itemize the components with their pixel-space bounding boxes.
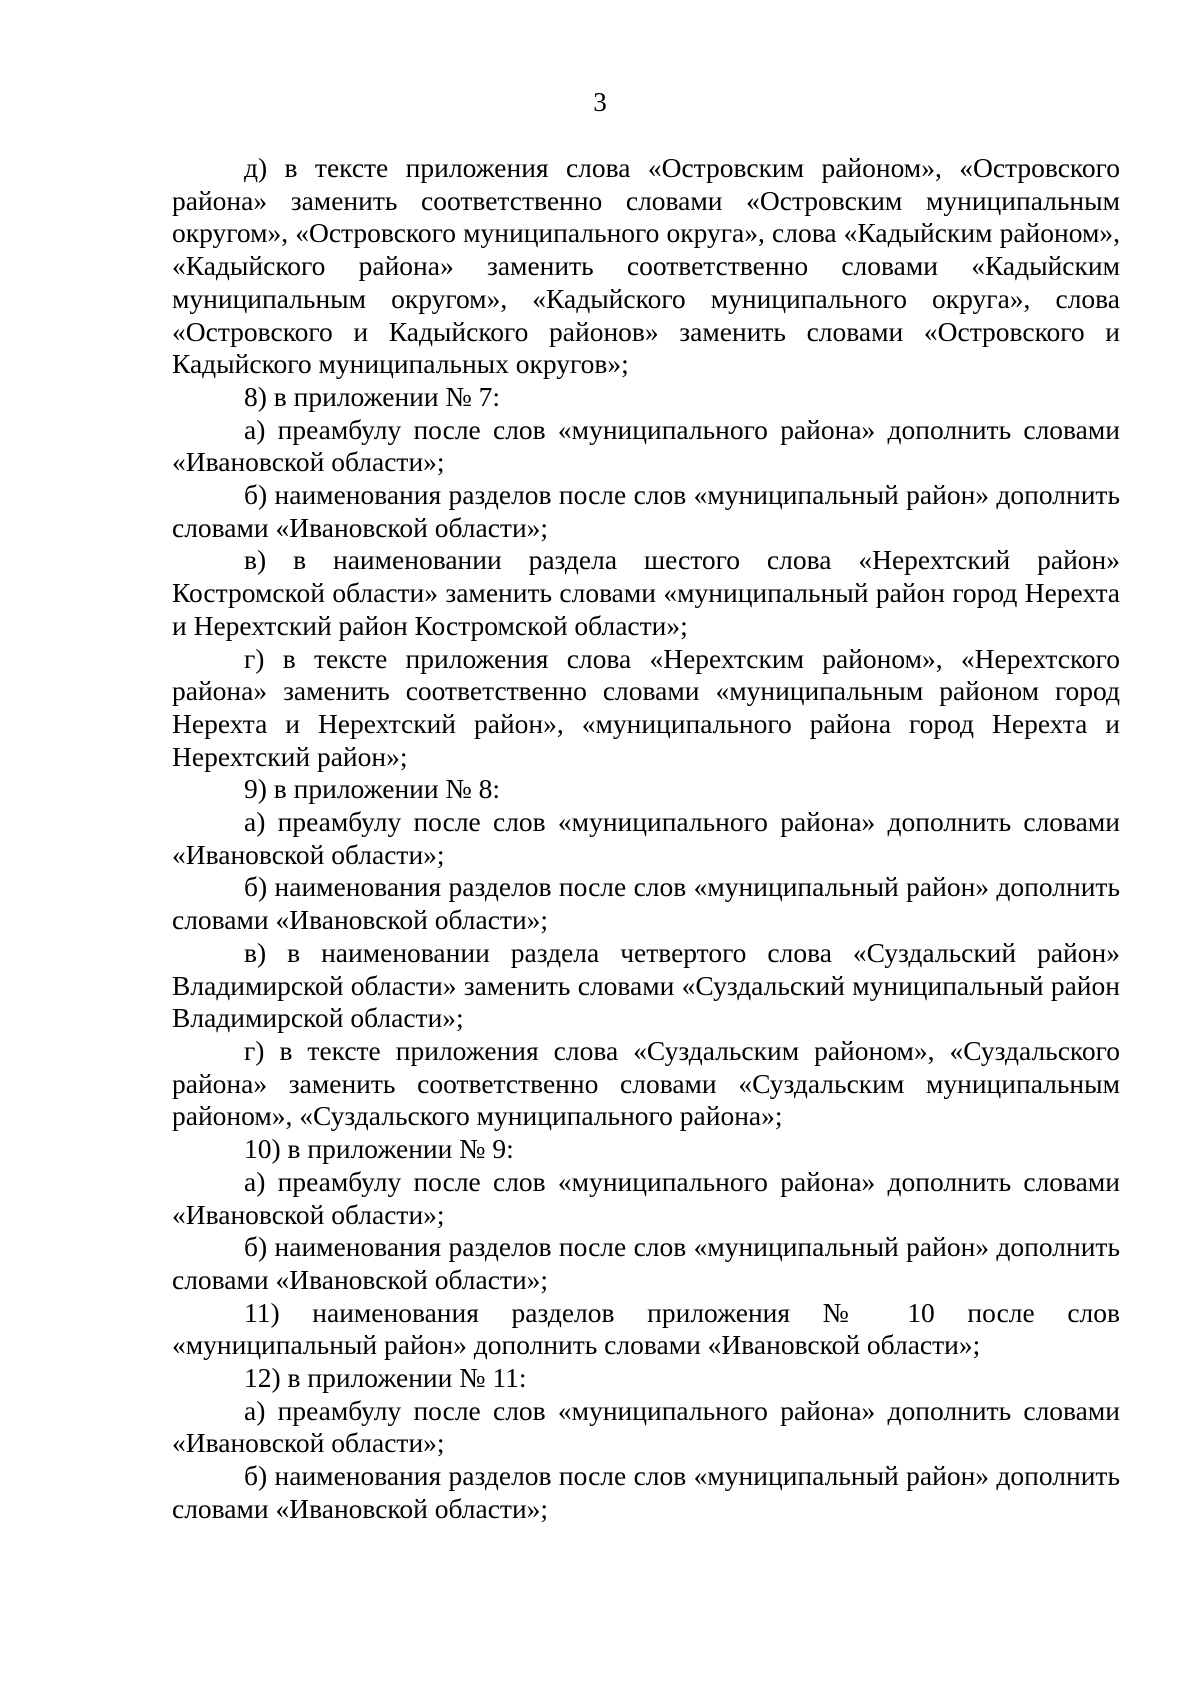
paragraph-9b-section-names: б) наименования разделов после слов «муниципальный район» дополнить словами «Ивановской области»; — [172, 871, 1120, 936]
paragraph-d-ostrovsky-kadyisky: д) в тексте приложения слова «Островским районом», «Островского района» заменить соответственно словами «Островским муниципальным округом», «Островского муниципального округа», слова «Кадыйским районом», «Кадыйского района» заменить соответственно словами «Кадыйским муниципальным округом», «Кадыйского муниципального округа», слова «Островского и Кадыйского районов» заменить словами «Островского и Кадыйского муниципальных округов»; — [172, 152, 1120, 380]
paragraph-8v-section-six: в) в наименовании раздела шестого слова «Нерехтский район» Костромской области» заменить словами «муниципальный район город Нерехта и Нерехтский район Костромской области»; — [172, 544, 1120, 641]
paragraph-8g-nerekhta-text: г) в тексте приложения слова «Нерехтским районом», «Нерехтского района» заменить соответственно словами «муниципальным районом город Нерехта и Нерехтский район», «муниципального района город Нерехта и Нерехтский район»; — [172, 642, 1120, 772]
paragraph-item-11: 11) наименования разделов приложения № 10 после слов «муниципальный район» дополнить словами «Ивановской области»; — [172, 1296, 1120, 1361]
paragraph-8a-preamble: а) преамбулу после слов «муниципального района» дополнить словами «Ивановской области»; — [172, 413, 1120, 478]
paragraph-item-12-heading: 12) в приложении № 11: — [244, 1362, 527, 1394]
document-body — [172, 152, 1120, 1526]
page-number: 3 — [593, 87, 607, 117]
paragraph-item-8-heading: 8) в приложении № 7: — [244, 380, 500, 412]
paragraph-item-10-heading: 10) в приложении № 9: — [244, 1133, 514, 1165]
paragraph-9v-section-four: в) в наименовании раздела четвертого слова «Суздальский район» Владимирской области» заменить словами «Суздальский муниципальный район Владимирской области»; — [172, 936, 1120, 1034]
paragraph-9a-preamble: а) преамбулу после слов «муниципального района» дополнить словами «Ивановской области»; — [172, 806, 1120, 870]
paragraph-9g-suzdal-text: г) в тексте приложения слова «Суздальским районом», «Суздальского района» заменить соответственно словами «Суздальским муниципальным районом», «Суздальского муниципального района»; — [172, 1034, 1120, 1132]
paragraph-8b-section-names: б) наименования разделов после слов «муниципальный район» дополнить словами «Ивановской области»; — [172, 479, 1120, 543]
paragraph-10a-preamble: а) преамбулу после слов «муниципального района» дополнить словами «Ивановской области»; — [172, 1165, 1120, 1230]
paragraph-12b-section-names: б) наименования разделов после слов «муниципальный район» дополнить словами «Ивановской области»; — [172, 1460, 1120, 1524]
paragraph-10b-section-names: б) наименования разделов после слов «муниципальный район» дополнить словами «Ивановской области»; — [172, 1231, 1120, 1295]
paragraph-12a-preamble: а) преамбулу после слов «муниципального района» дополнить словами «Ивановской области»; — [172, 1394, 1120, 1459]
paragraph-item-9-heading: 9) в приложении № 8: — [244, 773, 500, 805]
